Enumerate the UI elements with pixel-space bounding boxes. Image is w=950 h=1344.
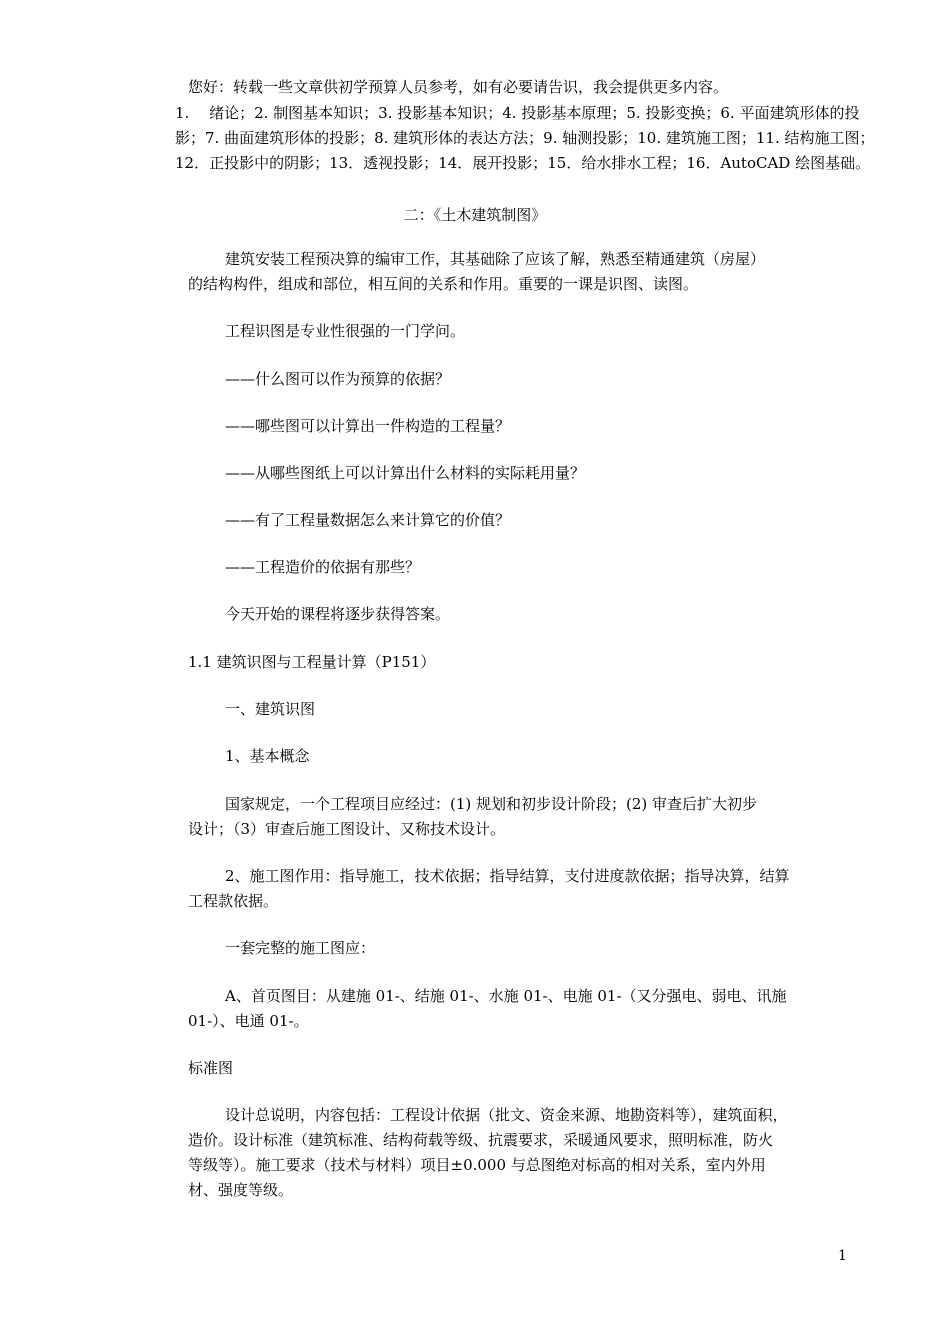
question-3: ——从哪些图纸上可以计算出什么材料的实际耗用量？ — [225, 464, 586, 482]
toc-line-2: 影；7. 曲面建筑形体的投影；8. 建筑形体的表达方法；9. 轴测投影；10. 建筑施工图；11. 结构施工图； — [175, 129, 875, 147]
paragraph-1-line-2: 的结构构件，组成和部位，相互间的关系和作用。重要的一课是识图、读图。 — [188, 275, 699, 293]
paragraph-8: 标准图 — [188, 1059, 234, 1077]
section-title: 二：《土木建筑制图》 — [403, 206, 547, 224]
paragraph-2: 工程识图是专业性很强的一门学问。 — [225, 322, 466, 340]
paragraph-9-line-3: 等级等）。施工要求（技术与材料）项目±0.000 与总图绝对标高的相对关系，室内外用 — [188, 1156, 766, 1174]
heading-1-1: 1.1 建筑识图与工程量计算（P151） — [188, 653, 436, 671]
question-1: ——什么图可以作为预算的依据？ — [225, 370, 451, 388]
paragraph-9-line-4: 材、强度等级。 — [188, 1181, 294, 1199]
paragraph-7-line-2: 01-）、电通 01-。 — [188, 1012, 309, 1030]
paragraph-9-line-1: 设计总说明，内容包括：工程设计依据（批文、资金来源、地勘资料等），建筑面积， — [225, 1106, 788, 1124]
paragraph-7-line-1: A、首页图目：从建施 01-、结施 01-、水施 01-、电施 01-（又分强电、弱电、讯施 — [225, 987, 787, 1005]
paragraph-6: 一套完整的施工图应： — [225, 939, 376, 957]
question-5: ——工程造价的依据有那些？ — [225, 558, 421, 576]
question-2: ——哪些图可以计算出一件构造的工程量？ — [225, 417, 511, 435]
toc-line-3: 12．正投影中的阴影；13．透视投影；14．展开投影；15．给水排水工程；16．AutoCAD 绘图基础。 — [175, 154, 871, 172]
toc-line-1: 1. 绪论；2. 制图基本知识；3. 投影基本知识；4. 投影基本原理；5. 投影变换；6. 平面建筑形体的投 — [175, 104, 860, 122]
heading-building-drawing: 一、建筑识图 — [225, 700, 316, 718]
page-number: 1 — [838, 1248, 847, 1264]
heading-basic-concepts: 1、基本概念 — [225, 747, 310, 765]
greeting-line: 您好：转载一些文章供初学预算人员参考，如有必要请告识，我会提供更多内容。 — [188, 78, 729, 96]
paragraph-1-line-1: 建筑安装工程预决算的编审工作，其基础除了应该了解，熟悉至精通建筑（房屋） — [225, 250, 766, 268]
paragraph-3: 今天开始的课程将逐步获得答案。 — [225, 605, 451, 623]
paragraph-4-line-1: 国家规定，一个工程项目应经过：(1) 规划和初步设计阶段；(2) 审查后扩大初步 — [225, 795, 758, 813]
paragraph-5-line-2: 工程款依据。 — [188, 892, 279, 910]
paragraph-4-line-2: 设计；（3）审查后施工图设计、又称技术设计。 — [188, 820, 506, 838]
paragraph-5-line-1: 2、施工图作用：指导施工，技术依据；指导结算，支付进度款依据；指导决算，结算 — [225, 867, 790, 885]
paragraph-9-line-2: 造价。设计标准（建筑标准、结构荷载等级、抗震要求，采暖通风要求，照明标准，防火 — [188, 1131, 774, 1149]
question-4: ——有了工程量数据怎么来计算它的价值？ — [225, 511, 511, 529]
